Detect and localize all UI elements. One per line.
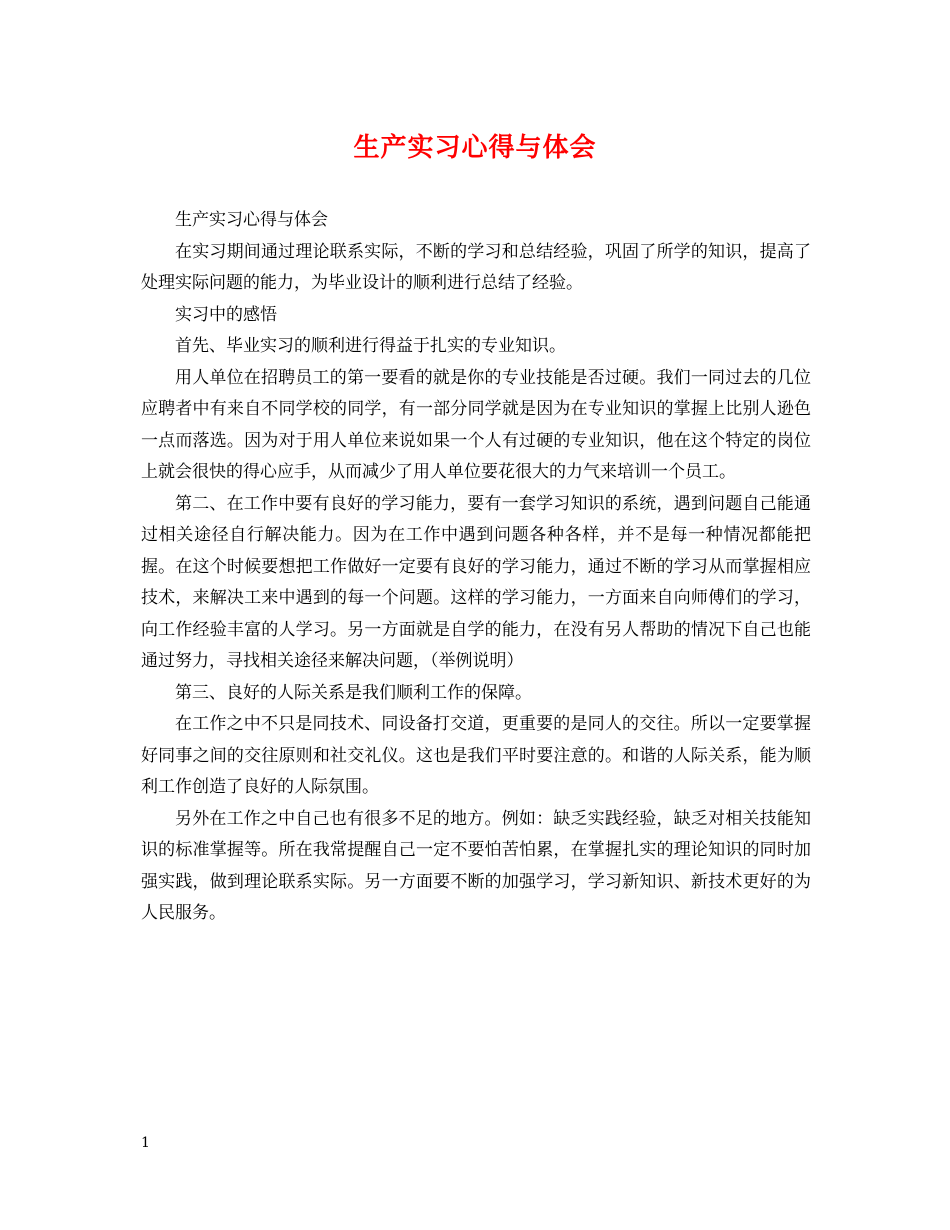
- paragraph-conclusion: 另外在工作之中自己也有很多不足的地方。例如：缺乏实践经验，缺乏对相关技能知识的标准掌握等。所在我常提醒自己一定不要怕苦怕累，在掌握扎实的理论知识的同时加强实践，做到理论联系实际。另一方面要不断的加强学习，学习新知识、新技术更好的为人民服务。: [141, 808, 811, 923]
- paragraph-point-3-detail: 在工作之中不只是同技术、同设备打交道，更重要的是同人的交往。所以一定要掌握好同事之间的交往原则和社交礼仪。这也是我们平时要注意的。和谐的人际关系，能为顺利工作创造了良好的人际氛围。: [141, 714, 811, 797]
- paragraph-point-1-detail: 用人单位在招聘员工的第一要看的就是你的专业技能是否过硬。我们一同过去的几位应聘者中有来自不同学校的同学，有一部分同学就是因为在专业知识的掌握上比别人逊色一点而落选。因为对于用人单位来说如果一个人有过硬的专业知识，他在这个特定的岗位上就会很快的得心应手，从而减少了用人单位要花很大的力气来培训一个员工。: [141, 367, 811, 482]
- paragraph-point-3: 第三、良好的人际关系是我们顺利工作的保障。: [175, 682, 532, 703]
- paragraph-point-1: 首先、毕业实习的顺利进行得益于扎实的专业知识。: [175, 336, 566, 356]
- document-body: [141, 205, 811, 930]
- paragraph-point-2: 第二、在工作中要有良好的学习能力，要有一套学习知识的系统，遇到问题自己能通过相关途径自行解决能力。因为在工作中遇到问题各种各样，并不是每一种情况都能把握。在这个时候要想把工作做好一定要有良好的学习能力，通过不断的学习从而掌握相应技术，来解决工来中遇到的每一个问题。这样的学习能力，一方面来自向师傅们的学习，向工作经验丰富的人学习。另一方面就是自学的能力，在没有另人帮助的情况下自己也能通过努力，寻找相关途径来解决问题，（举例说明）: [141, 493, 811, 671]
- paragraph-section-heading: 实习中的感悟: [175, 304, 277, 325]
- document-title: 生产实习心得与体会: [353, 133, 597, 163]
- paragraph-subtitle: 生产实习心得与体会: [175, 210, 328, 230]
- paragraph-intro: 在实习期间通过理论联系实际，不断的学习和总结经验，巩固了所学的知识，提高了处理实际问题的能力，为毕业设计的顺利进行总结了经验。: [141, 241, 811, 293]
- page-number: 1: [141, 1135, 150, 1151]
